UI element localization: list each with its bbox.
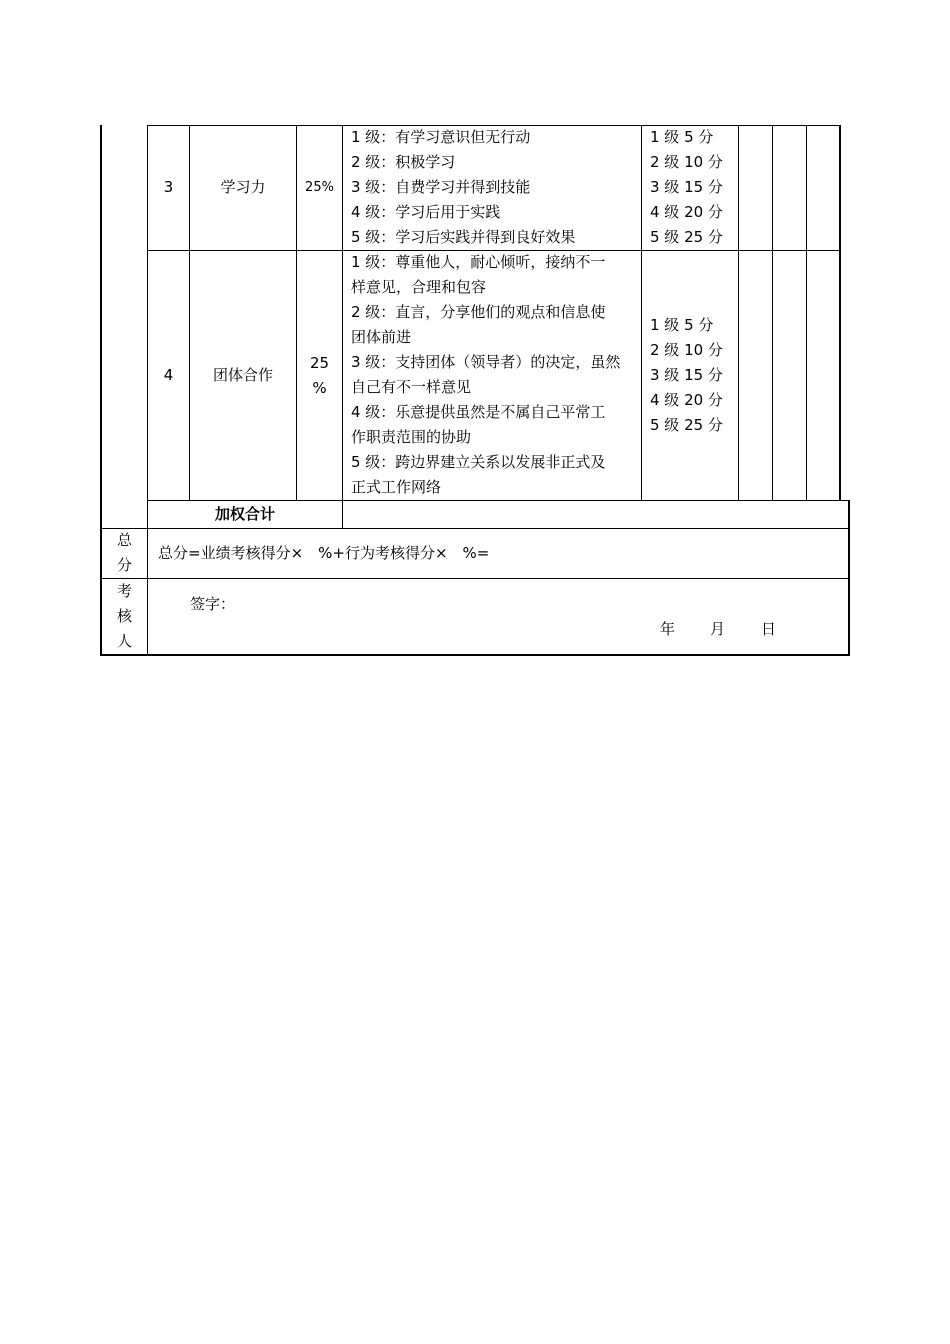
level-score: 3 级 15 分 [650,178,723,196]
level-score: 3 级 15 分 [650,366,723,384]
date-day: 日 [761,620,777,638]
weighted-total-label: 加权合计 [214,505,275,523]
level-desc: 4 级：学习后用于实践 [351,203,501,221]
reviewer-label-line3: 人 [116,632,132,650]
row-no: 3 [163,178,174,196]
row-divider-total [100,528,850,529]
level-desc: 1 级：有学习意识但无行动 [351,128,531,146]
total-formula: 总分=业绩考核得分× %+行为考核得分× %= [158,544,490,562]
level-score: 5 级 25 分 [650,416,723,434]
date-year: 年 [660,620,676,638]
row-level-descriptions [351,250,639,500]
row-level-descriptions [351,125,639,250]
level-desc: 1 级：尊重他人，耐心倾听，接纳不一 [351,253,606,271]
level-score: 4 级 20 分 [650,391,723,409]
table-border-bottom [100,654,850,656]
col-divider-4 [342,125,343,528]
level-desc: 5 级：学习后实践并得到良好效果 [351,228,576,246]
table-border-right-upper [839,125,841,500]
row-no: 4 [163,366,174,384]
row-weight-line2: % [312,379,327,397]
level-desc: 团体前进 [351,328,412,346]
row-weight-line1: 25 [309,354,330,372]
level-score: 2 级 10 分 [650,153,723,171]
row-divider-weighted [148,500,850,501]
reviewer-label-line2: 核 [116,607,132,625]
level-score: 5 级 25 分 [650,228,723,246]
level-score: 4 级 20 分 [650,203,723,221]
row-item: 团体合作 [212,366,273,384]
signature-label: 签字： [190,595,236,613]
col-divider-7 [772,125,773,500]
level-desc: 3 级：支持团体（领导者）的决定，虽然 [351,353,621,371]
row-weight: 25% [305,180,334,195]
reviewer-label-line1: 考 [116,582,132,600]
row-level-scores [650,125,736,250]
date-month: 月 [710,620,726,638]
row-divider-reviewer [100,578,850,579]
level-desc: 5 级：跨边界建立关系以发展非正式及 [351,453,606,471]
row-level-scores [650,313,736,438]
col-divider-1 [147,125,148,656]
level-desc: 作职责范围的协助 [351,428,472,446]
level-desc: 3 级：自费学习并得到技能 [351,178,531,196]
col-divider-5 [641,125,642,500]
row-item: 学习力 [220,178,266,196]
level-desc: 正式工作网络 [351,478,442,496]
level-desc: 自己有不一样意见 [351,378,472,396]
level-desc: 样意见，合理和包容 [351,278,487,296]
col-divider-8 [806,125,807,500]
level-score: 1 级 5 分 [650,316,714,334]
level-score: 2 级 10 分 [650,341,723,359]
total-label-line2: 分 [116,556,132,574]
level-score: 1 级 5 分 [650,128,714,146]
level-desc: 2 级：直言，分享他们的观点和信息使 [351,303,606,321]
total-label-line1: 总 [116,531,132,549]
level-desc: 4 级：乐意提供虽然是不属自己平常工 [351,403,606,421]
level-desc: 2 级：积极学习 [351,153,456,171]
col-divider-6 [738,125,739,500]
